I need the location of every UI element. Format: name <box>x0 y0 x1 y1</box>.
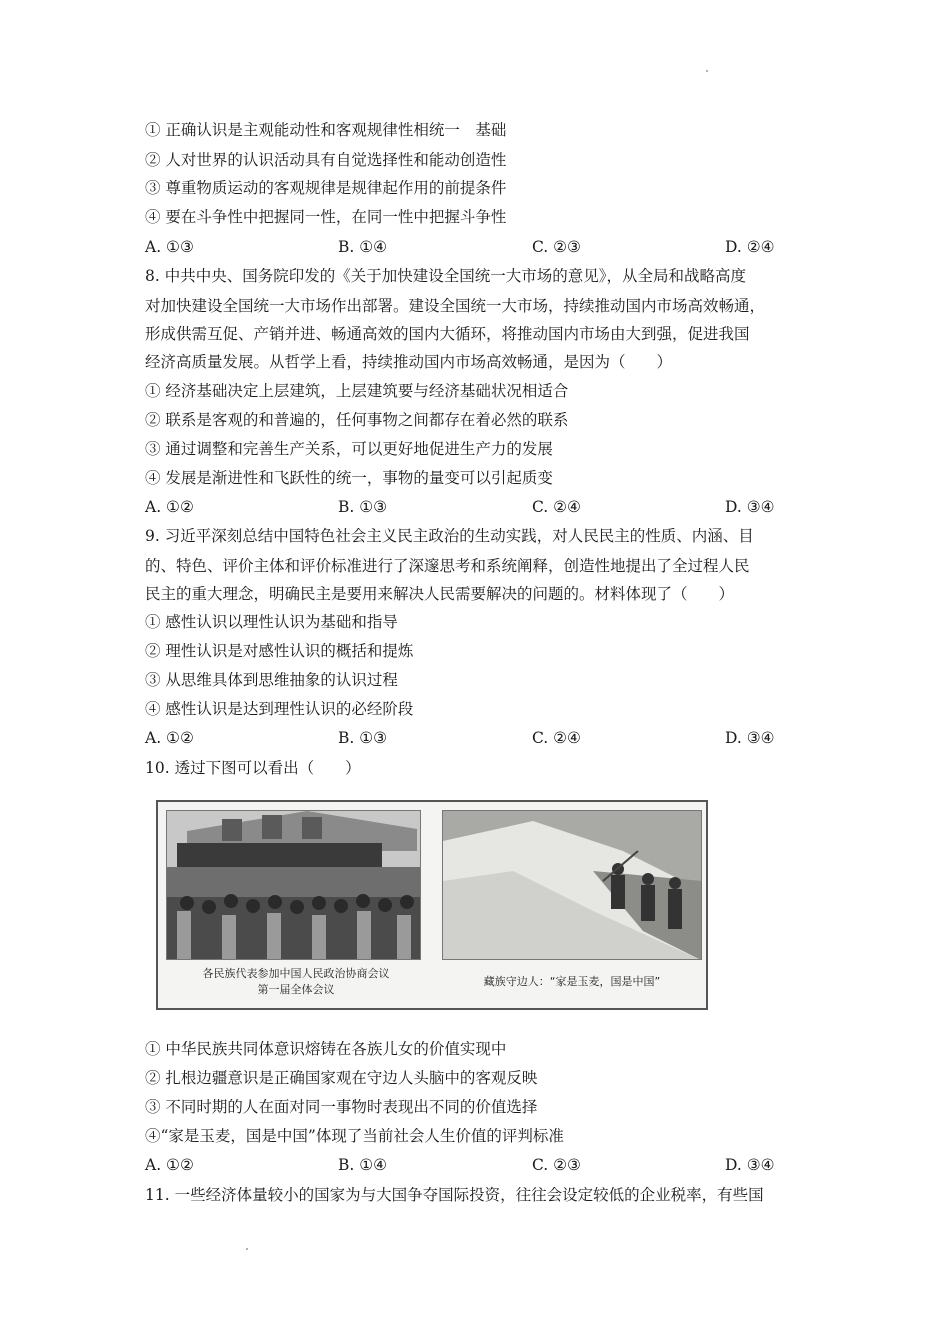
q9-option-4: ④ 感性认识是达到理性认识的必经阶段 <box>145 700 414 718</box>
q7-option-2: ② 人对世界的认识活动具有自觉选择性和能动创造性 <box>145 151 507 169</box>
scan-speck <box>246 1248 248 1250</box>
q9-choice-c: C. ②④ <box>532 729 581 747</box>
border-guard-illustration <box>443 811 702 960</box>
left-caption-line-2: 第一届全体会议 <box>257 983 335 996</box>
q7-option-3: ③ 尊重物质运动的客观规律是规律起作用的前提条件 <box>145 179 507 197</box>
q8-option-2: ② 联系是客观的和普遍的，任何事物之间都存在着必然的联系 <box>145 411 569 429</box>
q10-choices <box>145 1155 815 1175</box>
q9-choices <box>145 728 815 748</box>
cppcc-meeting-photo <box>166 810 421 960</box>
q10-choice-c: C. ②③ <box>532 1156 581 1174</box>
q10-choice-a: A. ①② <box>145 1156 194 1174</box>
q8-option-4: ④ 发展是渐进性和飞跃性的统一，事物的量变可以引起质变 <box>145 469 553 487</box>
q9-stem-line-1: 9. 习近平深刻总结中国特色社会主义民主政治的生动实践，对人民民主的性质、内涵、目 <box>145 527 754 545</box>
q8-choices <box>145 497 815 517</box>
q7-choice-d: D. ②④ <box>725 238 775 256</box>
q7-choice-c: C. ②③ <box>532 238 581 256</box>
q8-choice-b: B. ①③ <box>338 498 388 516</box>
left-photo-caption <box>166 966 426 998</box>
q10-option-4: ④“家是玉麦，国是中国”体现了当前社会人生价值的评判标准 <box>145 1127 564 1145</box>
q10-choice-d: D. ③④ <box>725 1156 775 1174</box>
right-photo-caption: 藏族守边人：“家是玉麦，国是中国” <box>483 975 661 988</box>
q8-stem-line-4: 经济高质量发展。从哲学上看，持续推动国内市场高效畅通，是因为（ ） <box>145 353 673 371</box>
q7-choices <box>145 237 815 257</box>
q8-option-3: ③ 通过调整和完善生产关系，可以更好地促进生产力的发展 <box>145 440 553 458</box>
q7-option-4: ④ 要在斗争性中把握同一性，在同一性中把握斗争性 <box>145 208 507 226</box>
q10-choice-b: B. ①④ <box>338 1156 388 1174</box>
q9-option-3: ③ 从思维具体到思维抽象的认识过程 <box>145 671 398 689</box>
scan-speck <box>706 70 708 72</box>
q10-stem: 10. 透过下图可以看出（ ） <box>145 759 361 777</box>
q8-stem-line-1: 8. 中共中央、国务院印发的《关于加快建设全国统一大市场的意见》，从全局和战略高度 <box>145 267 746 285</box>
q9-stem-line-2: 的、特色、评价主体和评价标准进行了深邃思考和系统阐释，创造性地提出了全过程人民 <box>145 557 750 575</box>
q7-choice-a: A. ①③ <box>145 238 194 256</box>
left-caption-line-1: 各民族代表参加中国人民政治协商会议 <box>202 967 390 980</box>
q10-option-2: ② 扎根边疆意识是正确国家观在守边人头脑中的客观反映 <box>145 1069 538 1087</box>
q10-option-3: ③ 不同时期的人在面对同一事物时表现出不同的价值选择 <box>145 1098 538 1116</box>
q7-option-1: ① 正确认识是主观能动性和客观规律性相统一 基础 <box>145 121 507 139</box>
q8-option-1: ① 经济基础决定上层建筑，上层建筑要与经济基础状况相适合 <box>145 382 569 400</box>
q8-stem-line-2: 对加快建设全国统一大市场作出部署。建设全国统一大市场，持续推动国内市场高效畅通， <box>145 297 766 315</box>
q9-choice-d: D. ③④ <box>725 729 775 747</box>
q9-stem-line-3: 民主的重大理念，明确民主是要用来解决人民需要解决的问题的。材料体现了（ ） <box>145 585 735 603</box>
q9-option-1: ① 感性认识以理性认识为基础和指导 <box>145 613 398 631</box>
q7-choice-b: B. ①④ <box>338 238 388 256</box>
q10-option-1: ① 中华民族共同体意识熔铸在各族儿女的价值实现中 <box>145 1040 507 1058</box>
q8-stem-line-3: 形成供需互促、产销并进、畅通高效的国内大循环，将推动国内市场由大到强，促进我国 <box>145 325 750 343</box>
border-guard-photo <box>442 810 702 960</box>
q8-choice-c: C. ②④ <box>532 498 581 516</box>
q8-choice-d: D. ③④ <box>725 498 775 516</box>
q11-stem: 11. 一些经济体量较小的国家为与大国争夺国际投资，往往会设定较低的企业税率，有些国 <box>145 1186 764 1204</box>
q9-choice-a: A. ①② <box>145 729 194 747</box>
q10-figure <box>156 800 708 1010</box>
q8-choice-a: A. ①② <box>145 498 194 516</box>
cppcc-meeting-illustration <box>167 811 421 960</box>
q9-choice-b: B. ①③ <box>338 729 388 747</box>
q9-option-2: ② 理性认识是对感性认识的概括和提炼 <box>145 642 414 660</box>
